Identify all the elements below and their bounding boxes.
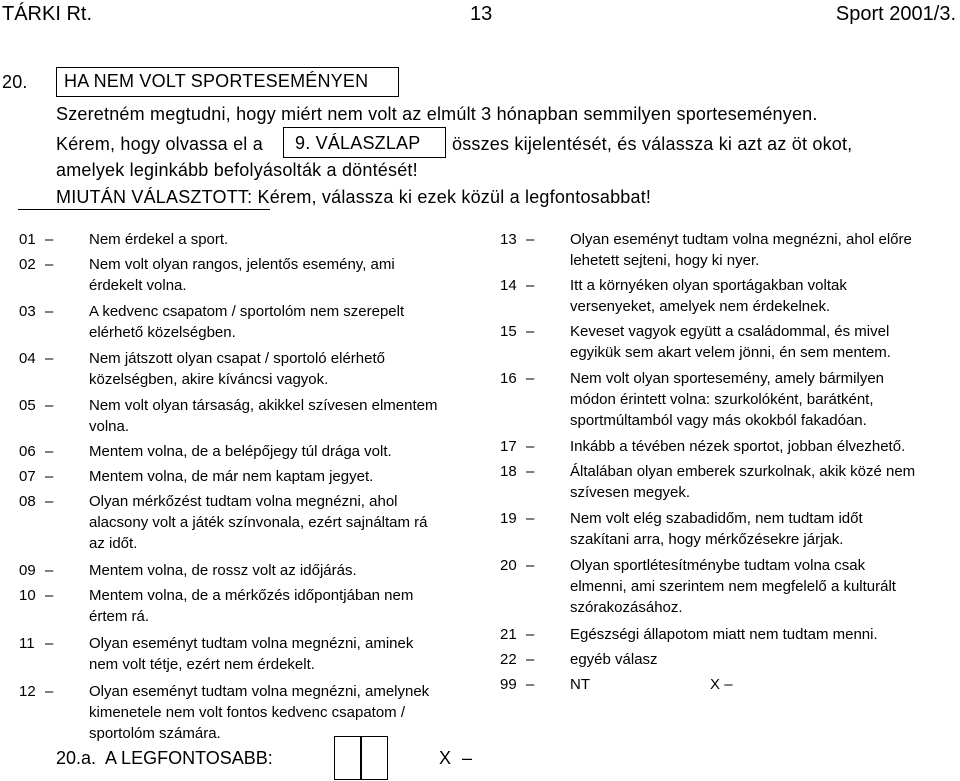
list-item[interactable]: 06 – Mentem volna, de a belépőjegy túl drága volt. bbox=[19, 443, 392, 460]
header-right: Sport 2001/3. bbox=[835, 3, 956, 25]
list-item[interactable]: 11 – Olyan eseményt tudtam volna megnézni, aminek nem volt tétje, ezért nem érdekelt. bbox=[19, 635, 414, 673]
list-item[interactable]: 03 – A kedvenc csapatom / sportolóm nem szerepelt elérhető közelségben. bbox=[19, 303, 405, 341]
nt-x-dash: – bbox=[724, 676, 733, 693]
answer-list-left bbox=[19, 229, 489, 744]
show-card-reference: 9. VÁLASZLAP bbox=[283, 127, 446, 158]
list-item[interactable]: 01 – Nem érdekel a sport. bbox=[19, 231, 229, 248]
footer-x-mark: X bbox=[439, 748, 452, 768]
list-item[interactable]: 15 – Keveset vagyok együtt a családommal, és mivel egyikük sem akart velem jönni, én sem mentem. bbox=[500, 323, 891, 361]
question-line-2-post: összes kijelentését, és válassza ki azt az öt okot, bbox=[452, 134, 853, 154]
instruction-rest: Kérem, válassza ki ezek közül a legfontosabbat! bbox=[252, 187, 652, 207]
list-item[interactable]: 08 – Olyan mérkőzést tudtam volna megnézni, ahol alacsony volt a játék színvonala, ezért sajnáltam rá az időt. bbox=[19, 493, 428, 552]
footer-x-dash: – bbox=[462, 748, 473, 768]
list-item[interactable]: 12 – Olyan eseményt tudtam volna megnézni, amelynek kimenetele nem volt fontos kedvenc csapatom / sportolóm számára. bbox=[19, 683, 430, 742]
list-item[interactable]: 16 – Nem volt olyan sportesemény, amely bármilyen módon érintett volna: szurkolóként, barátként, sportmúltamból vagy más okokból fakadóan. bbox=[500, 370, 885, 429]
list-item[interactable]: 02 – Nem volt olyan rangos, jelentős esemény, ami érdekelt volna. bbox=[19, 256, 395, 294]
list-item[interactable]: 07 – Mentem volna, de már nem kaptam jegyet. bbox=[19, 468, 374, 485]
list-item[interactable]: 10 – Mentem volna, de a mérkőzés időpontjában nem értem rá. bbox=[19, 587, 414, 625]
list-item-nt[interactable]: 99 – NT X – bbox=[500, 676, 733, 693]
question-title: HA NEM VOLT SPORTESEMÉNYEN bbox=[56, 67, 399, 97]
most-important-label: 20.a. A LEGFONTOSABB: bbox=[56, 748, 273, 768]
question-line-2-pre: Kérem, hogy olvassa el a bbox=[56, 134, 263, 154]
answer-code-box-2[interactable] bbox=[360, 736, 388, 780]
question-line-4 bbox=[56, 187, 651, 208]
list-item[interactable]: 20 – Olyan sportlétesítménybe tudtam volna csak elmenni, ami szerintem nem megfelelő a kulturált szórakozásához. bbox=[500, 557, 896, 616]
list-item[interactable]: 18 – Általában olyan emberek szurkolnak, akik közé nem szívesen megyek. bbox=[500, 463, 916, 501]
list-item[interactable]: 19 – Nem volt elég szabadidőm, nem tudtam időt szakítani arra, hogy mérkőzésekre járjak. bbox=[500, 510, 863, 548]
question-line-1: Szeretném megtudni, hogy miért nem volt az elmúlt 3 hónapban semmilyen sporteseményen. bbox=[56, 104, 818, 124]
question-number: 20. bbox=[2, 72, 28, 92]
list-item[interactable]: 21 – Egészségi állapotom miatt nem tudtam menni. bbox=[500, 626, 878, 643]
nt-label: NT bbox=[570, 676, 590, 693]
list-item[interactable]: 13 – Olyan eseményt tudtam volna megnézni, ahol előre lehetett sejteni, hogy ki nyer. bbox=[500, 231, 912, 269]
header-left: TÁRKI Rt. bbox=[2, 3, 93, 25]
list-item[interactable]: 09 – Mentem volna, de rossz volt az időjárás. bbox=[19, 562, 357, 579]
instruction-lead: MIUTÁN VÁLASZTOTT: bbox=[56, 187, 253, 207]
nt-x-mark: X bbox=[710, 676, 721, 693]
question-line-3: amelyek leginkább befolyásolták a döntését! bbox=[56, 160, 418, 180]
instruction-underline bbox=[18, 209, 270, 210]
answer-list-right bbox=[500, 229, 958, 695]
answer-code-box-1[interactable] bbox=[334, 736, 362, 780]
list-item[interactable]: 14 – Itt a környéken olyan sportágakban voltak versenyeket, amelyek nem érdekelnek. bbox=[500, 277, 847, 315]
header-page-number: 13 bbox=[470, 3, 493, 25]
list-item[interactable]: 22 – egyéb válasz bbox=[500, 651, 658, 668]
list-item[interactable]: 04 – Nem játszott olyan csapat / sportoló elérhető közelségben, akire kíváncsi vagyok. bbox=[19, 350, 385, 388]
list-item[interactable]: 05 – Nem volt olyan társaság, akikkel szívesen elmentem volna. bbox=[19, 397, 438, 435]
list-item[interactable]: 17 – Inkább a tévében nézek sportot, jobban élvezhető. bbox=[500, 438, 906, 455]
